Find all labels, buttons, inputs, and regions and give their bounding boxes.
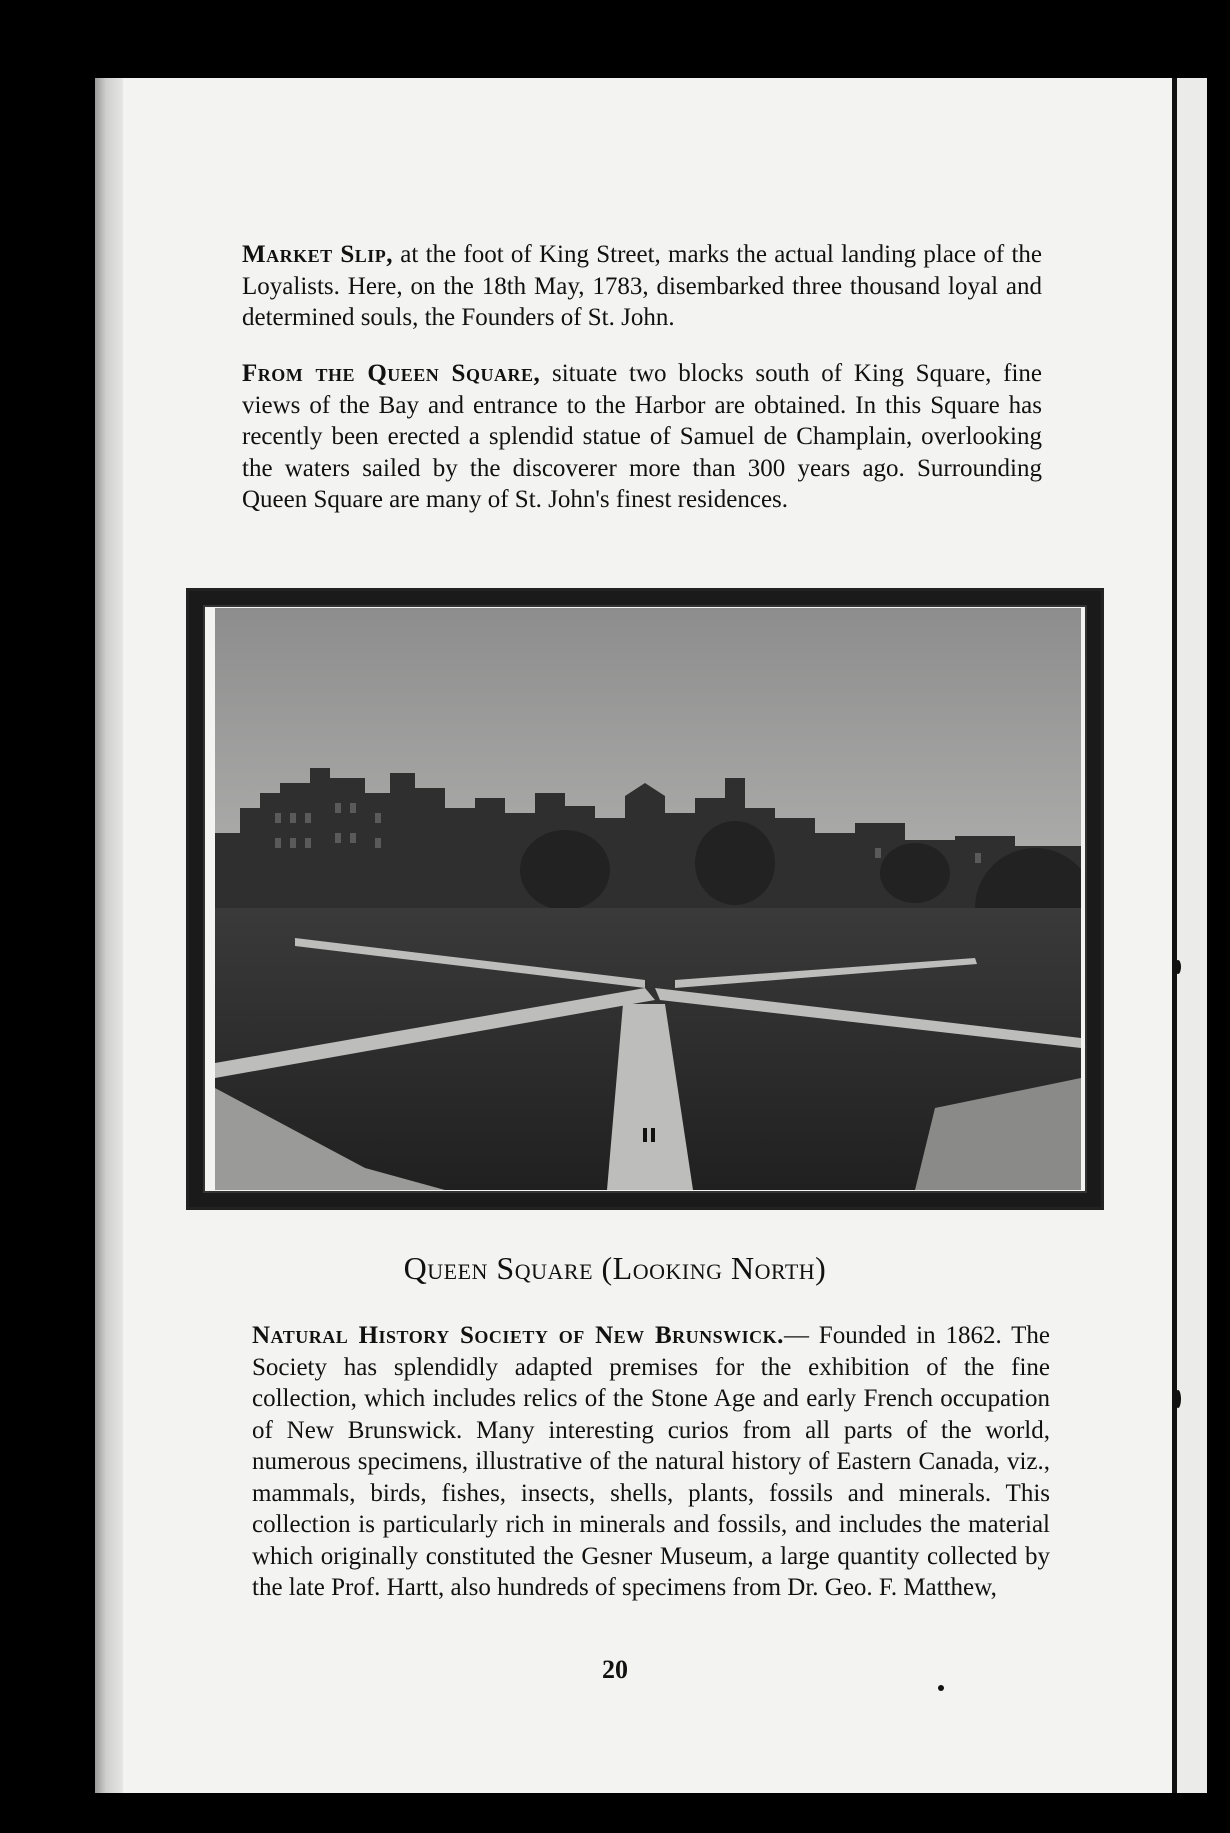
ink-speck	[1175, 1390, 1181, 1408]
photo-illustration	[215, 608, 1081, 1190]
next-page-strip	[1177, 78, 1207, 1793]
queen-square-photo	[215, 608, 1081, 1190]
photo-caption: Queen Square (Looking North)	[403, 1250, 827, 1286]
paragraph-lead: Market Slip,	[242, 241, 394, 268]
paragraph-text: situate two blocks south of King Square, fine views of the Bay and entrance to the Harbor are obtained. In this Square has recently been erected a splendid statue of Samuel de Champlain, overlooking the waters sailed by the discoverer more than 300 years ago. Surrounding Queen Square are many of St. John's finest residences.	[242, 360, 1042, 513]
paragraph-text: at the foot of King Street, marks the actual landing place of the Loyalists. Here, on the 18th May, 1783, disembarked three thousand loyal and determined souls, the Founders of St. John.	[242, 241, 1042, 331]
paragraph-lead: Natural History Society of New Brunswick.	[252, 1322, 784, 1349]
page-gutter	[95, 78, 123, 1793]
page-number: 20	[602, 1655, 628, 1684]
paragraph-text: — Founded in 1862. The Society has splendidly adapted premises for the exhibition of the fine collection, which includes relics of the Stone Age and early French occupation of New Brunswick. Many interesting curios from all parts of the world, numerous specimens, illustrative of the natural history of Eastern Canada, viz., mammals, birds, fishes, insects, shells, plants, fossils and minerals. This collection is particularly rich in minerals and fossils, and includes the material which originally constituted the Gesner Museum, a large quantity collected by the late Prof. Hartt, also hundreds of specimens from Dr. Geo. F. Matthew,	[252, 1322, 1050, 1601]
ink-speck	[1175, 960, 1181, 974]
paragraph-lead: From the Queen Square,	[242, 360, 541, 387]
paragraph-market-slip	[242, 239, 1042, 334]
paragraph-queen-square	[242, 358, 1042, 516]
ink-speck	[938, 1685, 944, 1691]
paragraph-natural-history	[252, 1320, 1050, 1604]
